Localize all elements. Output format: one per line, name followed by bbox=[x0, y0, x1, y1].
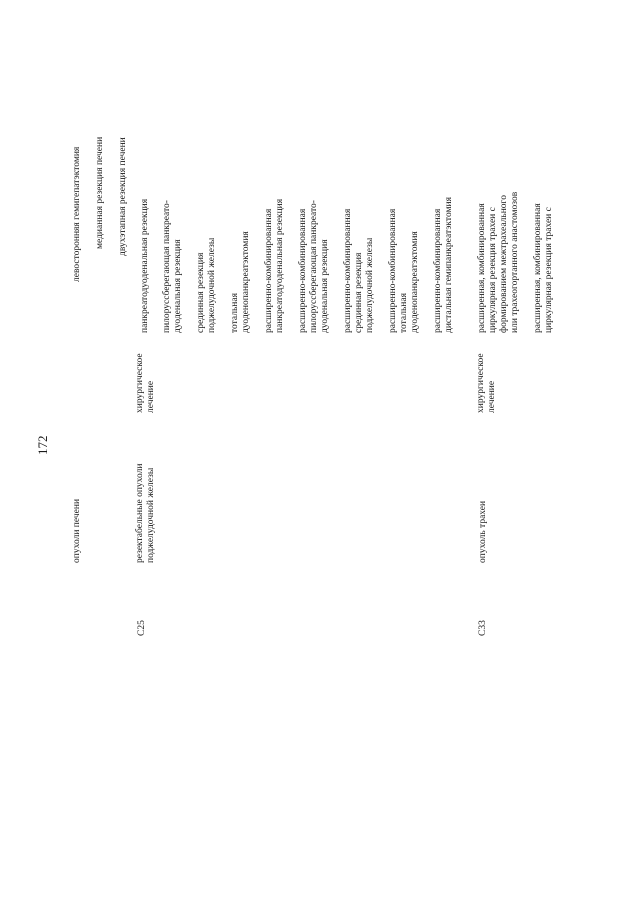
method-pylorus-preserving-line-1: пилоруссберегающая панкреато- bbox=[162, 200, 172, 333]
method-total-dp-line-1: тотальная bbox=[230, 293, 240, 333]
method-total-dp-line-2: дуоденопанкреатэктомия bbox=[241, 231, 251, 333]
method-ext-total-line-2: тотальная bbox=[399, 293, 409, 333]
method-trachea-2-line-2: циркулярная резекция трахеи с bbox=[544, 207, 554, 333]
method-ext-total-line-3: дуоденопанкреатэктомия bbox=[410, 231, 420, 333]
icd-code-c33: C33 bbox=[478, 620, 488, 636]
method-ext-distal-line-1: расширенно-комбинированная bbox=[433, 208, 443, 333]
method-median-liver-resection: медианная резекция печени bbox=[95, 136, 105, 249]
treatment-surgical-trachea-line-2: лечение bbox=[487, 380, 497, 413]
method-ext-median-line-2: срединная резекция bbox=[354, 252, 364, 333]
page-number: 172 bbox=[35, 435, 50, 455]
method-left-hemihepatectomy: левосторонняя гемигепатэктомия bbox=[72, 146, 82, 282]
method-pancreatoduodenal-resection: панкреатодуоденальная резекция bbox=[140, 198, 150, 333]
method-ext-pd-line-1: расширенно-комбинированная bbox=[264, 208, 274, 333]
method-trachea-1-line-3: формированием межтрахеального bbox=[499, 195, 509, 333]
icd-code-c25: C25 bbox=[137, 620, 147, 636]
diagnosis-pancreatic-line-2: поджелудочной железы bbox=[146, 467, 156, 563]
method-ext-pd-line-2: панкреатодуоденальная резекция bbox=[275, 198, 285, 333]
method-ext-pylorus-line-1: расширенно-комбинированная bbox=[298, 208, 308, 333]
method-ext-distal-line-2: дистальная гемипанкреатэктомия bbox=[444, 197, 454, 333]
method-trachea-2-line-1: расширенная, комбинированная bbox=[533, 203, 543, 333]
diagnosis-liver-tumors: опухоли печени bbox=[72, 498, 82, 563]
method-trachea-1-line-2: циркулярная резекция трахеи с bbox=[488, 207, 498, 333]
diagnosis-trachea-tumor: опухоль трахеи bbox=[478, 500, 488, 563]
method-ext-median-line-1: расширенно-комбинированная bbox=[343, 208, 353, 333]
method-median-pancreas-line-1: срединная резекция bbox=[196, 252, 206, 333]
method-pylorus-preserving-line-2: дуоденальная резекция bbox=[173, 239, 183, 333]
method-ext-pylorus-line-3: дуоденальная резекция bbox=[320, 239, 330, 333]
method-median-pancreas-line-2: поджелудочной железы bbox=[207, 237, 217, 333]
method-trachea-1-line-1: расширенная, комбинированная bbox=[477, 203, 487, 333]
treatment-surgical-line-2: лечение bbox=[146, 380, 156, 413]
method-ext-total-line-1: расширенно-комбинированная bbox=[388, 208, 398, 333]
method-two-stage-liver-resection: двухэтапная резекция печени bbox=[118, 137, 128, 256]
method-trachea-1-line-4: или трахеогортанного анастомозов bbox=[510, 191, 520, 333]
method-ext-median-line-3: поджелудочной железы bbox=[365, 237, 375, 333]
diagnosis-pancreatic-line-1: резектабельные опухоли bbox=[135, 463, 145, 563]
treatment-surgical-line-1: хирургическое bbox=[135, 353, 145, 413]
method-ext-pylorus-line-2: пилоруссберегающая панкреато- bbox=[309, 200, 319, 333]
treatment-surgical-trachea-line-1: хирургическое bbox=[476, 353, 486, 413]
